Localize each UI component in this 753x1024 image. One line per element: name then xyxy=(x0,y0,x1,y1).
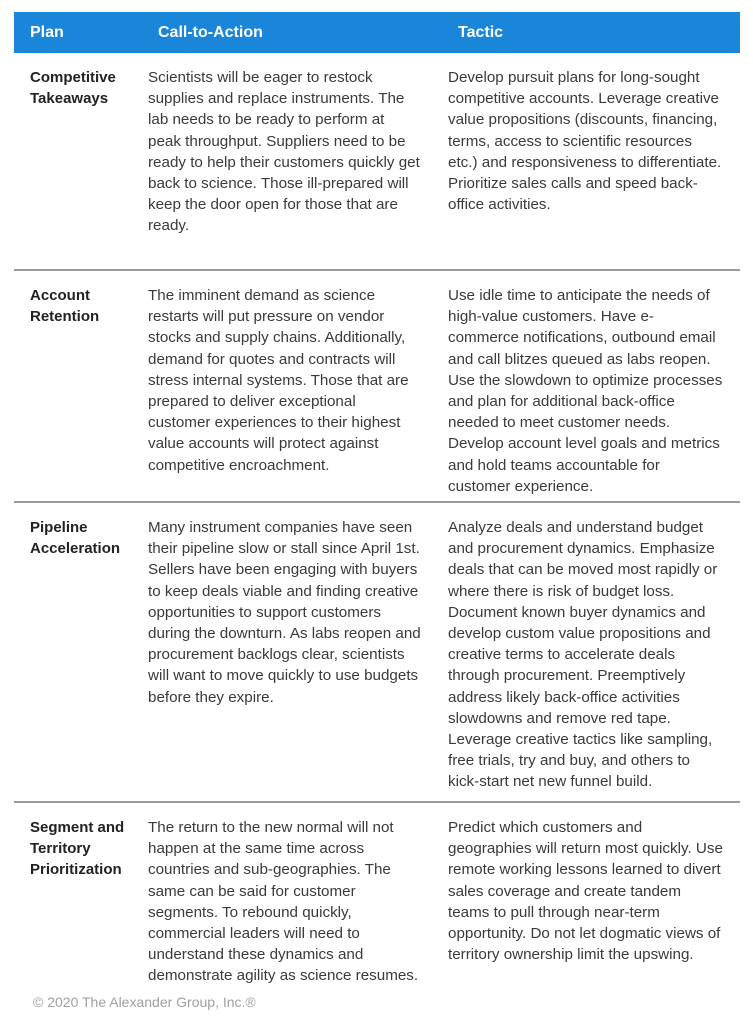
plan-cell: Account Retention xyxy=(30,287,100,325)
strategy-table xyxy=(14,12,740,1023)
tactic-cell: Develop pursuit plans for long-sought competitive accounts. Leverage creative value propositions (discounts, financing, terms, access to scientific resources etc.) and responsiveness to differentiate. Prioritize sales calls and speed back-office activities. xyxy=(448,69,722,214)
plan-cell: Segment and Territory Prioritization xyxy=(30,819,125,878)
header-call-to-action: Call-to-Action xyxy=(158,23,263,41)
plan-cell: Competitive Takeaways xyxy=(30,69,116,107)
header-tactic: Tactic xyxy=(458,23,504,41)
header-plan: Plan xyxy=(30,23,64,41)
tactic-cell: Use idle time to anticipate the needs of high-value customers. Have e-commerce notifications, outbound email and call blitzes queued as labs reopen. Use the slowdown to optimize processes and plan for additional back-office needed to meet customer needs. Develop account level goals and metrics and hold teams accountable for customer experience. xyxy=(448,287,723,495)
call-to-action-cell: Many instrument companies have seen their pipeline slow or stall since April 1st. Sellers have been engaging with buyers to keep deals viable and finding creative opportunities to support customers during the downturn. As labs reopen and procurement backlogs clear, scientists will want to move quickly to use budgets before they expire. xyxy=(148,519,421,706)
plan-cell: Pipeline Acceleration xyxy=(30,519,121,557)
tactic-cell: Predict which customers and geographies will return most quickly. Use remote working lessons learned to divert sales coverage and create tandem teams to pull through near-term opportunity. Do not let dogmatic views of territory ownership limit the upswing. xyxy=(448,819,723,964)
call-to-action-cell: The imminent demand as science restarts will put pressure on vendor stocks and supply chains. Additionally, demand for quotes and contracts will stress internal systems. Those that are prepared to deliver exceptional customer experiences to their highest value accounts will protect against competitive encroachment. xyxy=(148,287,409,474)
call-to-action-cell: Scientists will be eager to restock supplies and replace instruments. The lab needs to be ready to perform at peak throughput. Suppliers need to be ready to help their customers quickly get back to science. Those ill-prepared will keep the door open for those that are ready. xyxy=(148,69,420,235)
table-row xyxy=(14,53,740,271)
call-to-action-cell: The return to the new normal will not happen at the same time across countries and sub-geographies. The same can be said for customer segments. To rebound quickly, commercial leaders will need to understand these dynamics and demonstrate agility as science resumes. xyxy=(148,819,419,985)
copyright-footer: © 2020 The Alexander Group, Inc.® xyxy=(33,994,256,1010)
table-header xyxy=(14,12,740,53)
tactic-cell: Analyze deals and understand budget and procurement dynamics. Emphasize deals that can be moved most rapidly or where there is risk of budget loss. Document known buyer dynamics and develop custom value propositions and creative terms to accelerate deals through procurement. Preemptively address likely back-office activities slowdowns and remove red tape. Leverage creative tactics like sampling, free trials, try and buy, and others to kick-start net new funnel build. xyxy=(448,519,718,791)
table-row xyxy=(14,503,740,803)
table-row xyxy=(14,803,740,1023)
table-row xyxy=(14,271,740,503)
